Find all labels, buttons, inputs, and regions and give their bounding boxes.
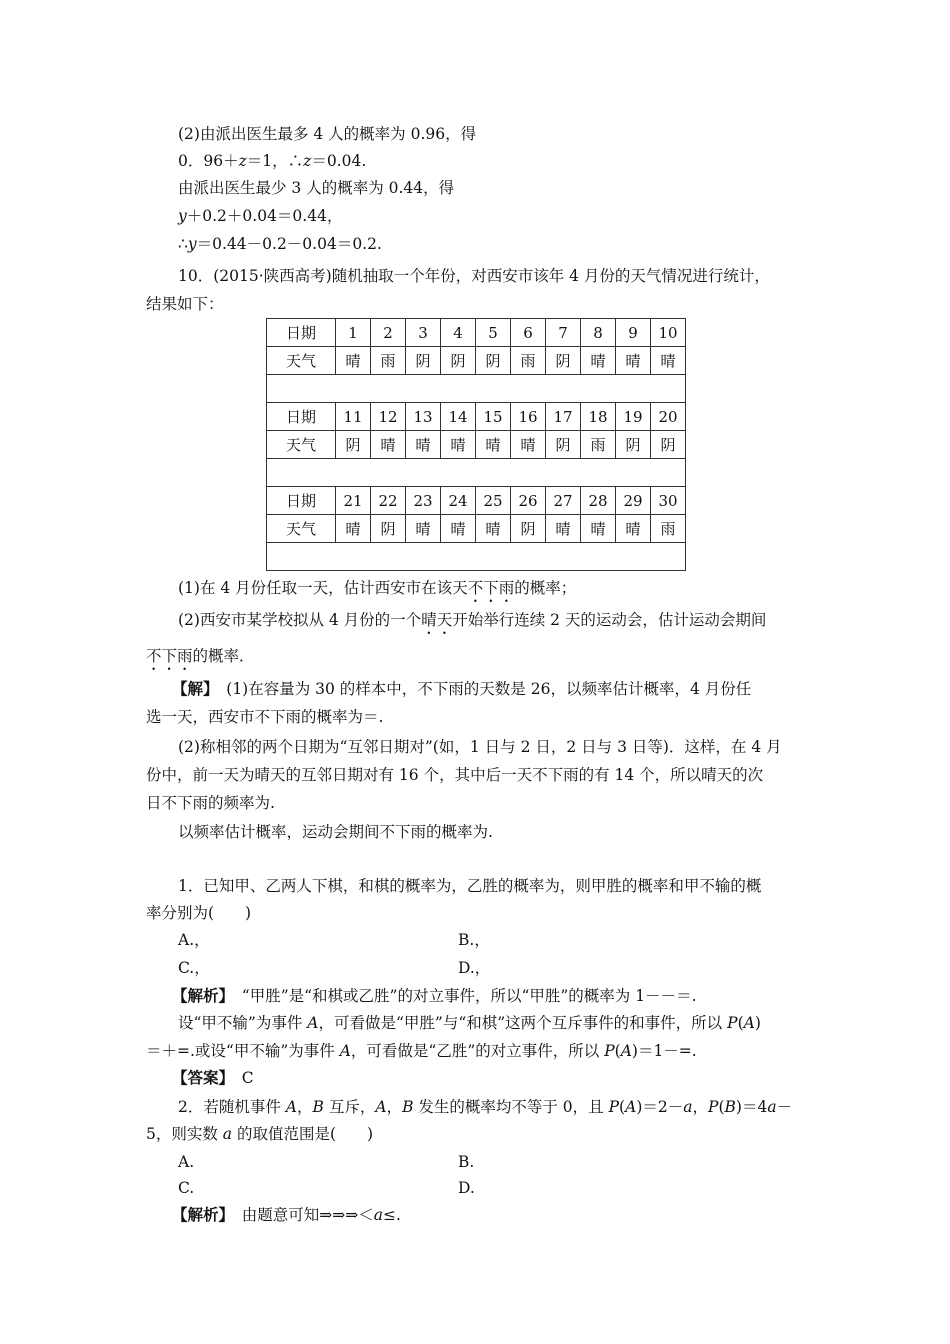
option-b: B. xyxy=(458,1153,475,1171)
option-a: A.， xyxy=(178,931,210,949)
date-row xyxy=(267,319,686,347)
text-line: (2)称相邻的两个日期为“互邻日期对”(如，1 日与 2 日，2 日与 3 日等)．这样，在 4 月 xyxy=(178,738,782,756)
exercise-1: 1．已知甲、乙两人下棋，和棋的概率为，乙胜的概率为，则甲胜的概率和甲不输的概 xyxy=(178,877,762,895)
weather-table xyxy=(266,318,686,571)
date-cell: 23 xyxy=(406,487,441,515)
blank-cell xyxy=(267,375,686,403)
weather-cell: 阴 xyxy=(546,431,581,459)
weather-cell: 晴 xyxy=(406,431,441,459)
option-b: B.， xyxy=(458,931,490,949)
weather-cell: 阴 xyxy=(651,431,686,459)
weather-cell: 晴 xyxy=(616,515,651,543)
weather-row xyxy=(267,515,686,543)
weather-cell: 雨 xyxy=(511,347,546,375)
text-line: y＋0.2＋0.04＝0.44， xyxy=(178,207,343,225)
text-line: ＝＋=.或设“甲不输”为事件 A，可看做是“乙胜”的对立事件，所以 P(A)＝1－=. xyxy=(146,1042,697,1060)
text-line: 以频率估计概率，运动会期间不下雨的概率为. xyxy=(178,823,493,841)
date-cell: 9 xyxy=(616,319,651,347)
weather-cell: 晴 xyxy=(511,431,546,459)
option-c: C. xyxy=(178,1179,195,1197)
weather-label: 天气 xyxy=(267,431,336,459)
date-cell: 19 xyxy=(616,403,651,431)
text-line: (2)由派出医生最多 4 人的概率为 0.96，得 xyxy=(178,125,477,143)
text-line: 选一天，西安市不下雨的概率为＝. xyxy=(146,708,384,726)
weather-cell: 晴 xyxy=(476,515,511,543)
date-cell: 8 xyxy=(581,319,616,347)
date-cell: 29 xyxy=(616,487,651,515)
weather-cell: 晴 xyxy=(371,431,406,459)
text-line: 率分别为( ) xyxy=(146,904,252,922)
solution-tag: 【解】 xyxy=(172,679,211,698)
weather-cell: 阴 xyxy=(616,431,651,459)
date-cell: 30 xyxy=(651,487,686,515)
text-line: 5，则实数 a 的取值范围是( ) xyxy=(146,1125,374,1143)
blank-cell xyxy=(267,543,686,571)
sub-question-1: (1)在 4 月份任取一天，估计西安市在该天不下雨的概率； xyxy=(178,579,577,597)
date-cell: 11 xyxy=(336,403,371,431)
weather-cell: 阴 xyxy=(511,515,546,543)
date-cell: 17 xyxy=(546,403,581,431)
weather-cell: 阴 xyxy=(441,347,476,375)
weather-row xyxy=(267,347,686,375)
weather-label: 天气 xyxy=(267,347,336,375)
weather-cell: 晴 xyxy=(616,347,651,375)
analysis-tag: 【解析】 xyxy=(172,986,227,1005)
text-line: 由派出医生最少 3 人的概率为 0.44，得 xyxy=(178,179,455,197)
weather-cell: 晴 xyxy=(336,347,371,375)
analysis-tag: 【解析】 xyxy=(172,1205,227,1224)
weather-cell: 晴 xyxy=(406,515,441,543)
date-cell: 27 xyxy=(546,487,581,515)
date-cell: 15 xyxy=(476,403,511,431)
date-label: 日期 xyxy=(267,319,336,347)
sub-question-2: (2)西安市某学校拟从 4 月份的一个晴天开始举行连续 2 天的运动会，估计运动会期间 xyxy=(178,611,767,629)
analysis-line: 【解析】 由题意可知⇒⇒⇒＜a≤. xyxy=(172,1205,401,1224)
date-cell: 28 xyxy=(581,487,616,515)
date-cell: 5 xyxy=(476,319,511,347)
date-cell: 26 xyxy=(511,487,546,515)
date-cell: 4 xyxy=(441,319,476,347)
exercise-2: 2．若随机事件 A，B 互斥，A，B 发生的概率均不等于 0，且 P(A)＝2－a，P(B)＝4a－ xyxy=(178,1098,793,1116)
date-cell: 21 xyxy=(336,487,371,515)
option-d: D.， xyxy=(458,959,491,977)
weather-label: 天气 xyxy=(267,515,336,543)
solution-line: 【解】 (1)在容量为 30 的样本中，不下雨的天数是 26，以频率估计概率，4 月份任 xyxy=(172,679,752,698)
weather-cell: 晴 xyxy=(476,431,511,459)
date-cell: 16 xyxy=(511,403,546,431)
analysis-line: 【解析】 “甲胜”是“和棋或乙胜”的对立事件，所以“甲胜”的概率为 1－－＝. xyxy=(172,986,697,1005)
text-line: 结果如下： xyxy=(146,295,224,313)
text-line: 日不下雨的频率为. xyxy=(146,794,275,812)
date-cell: 14 xyxy=(441,403,476,431)
date-cell: 20 xyxy=(651,403,686,431)
date-cell: 7 xyxy=(546,319,581,347)
weather-cell: 阴 xyxy=(406,347,441,375)
date-row xyxy=(267,403,686,431)
weather-cell: 晴 xyxy=(581,347,616,375)
weather-cell: 阴 xyxy=(476,347,511,375)
weather-cell: 晴 xyxy=(441,515,476,543)
weather-cell: 阴 xyxy=(371,515,406,543)
weather-cell: 晴 xyxy=(651,347,686,375)
date-cell: 25 xyxy=(476,487,511,515)
question-10: 10．(2015·陕西高考)随机抽取一个年份，对西安市该年 4 月份的天气情况进行统计， xyxy=(178,267,770,285)
date-cell: 1 xyxy=(336,319,371,347)
option-c: C.， xyxy=(178,959,210,977)
weather-cell: 晴 xyxy=(336,515,371,543)
date-cell: 13 xyxy=(406,403,441,431)
blank-cell xyxy=(267,459,686,487)
date-row xyxy=(267,487,686,515)
text-line: 设“甲不输”为事件 A，可看做是“甲胜”与“和棋”这两个互斥事件的和事件，所以 P(A) xyxy=(178,1014,761,1032)
text-line: ∴y＝0.44－0.2－0.04＝0.2. xyxy=(178,235,382,253)
date-cell: 18 xyxy=(581,403,616,431)
date-cell: 2 xyxy=(371,319,406,347)
blank-row xyxy=(267,375,686,403)
date-label: 日期 xyxy=(267,403,336,431)
weather-cell: 阴 xyxy=(336,431,371,459)
weather-cell: 晴 xyxy=(581,515,616,543)
weather-cell: 雨 xyxy=(651,515,686,543)
text-line: 份中，前一天为晴天的互邻日期对有 16 个，其中后一天不下雨的有 14 个，所以晴天的次 xyxy=(146,766,764,784)
date-cell: 6 xyxy=(511,319,546,347)
weather-cell: 晴 xyxy=(546,515,581,543)
option-a: A. xyxy=(178,1153,195,1171)
weather-row xyxy=(267,431,686,459)
weather-cell: 晴 xyxy=(441,431,476,459)
answer-tag: 【答案】 xyxy=(172,1068,227,1087)
date-cell: 24 xyxy=(441,487,476,515)
date-label: 日期 xyxy=(267,487,336,515)
option-d: D. xyxy=(458,1179,475,1197)
answer-line: 【答案】 C xyxy=(172,1068,254,1087)
date-cell: 22 xyxy=(371,487,406,515)
date-cell: 12 xyxy=(371,403,406,431)
date-cell: 10 xyxy=(651,319,686,347)
blank-row xyxy=(267,543,686,571)
weather-cell: 阴 xyxy=(546,347,581,375)
date-cell: 3 xyxy=(406,319,441,347)
text-line: 0．96＋z＝1，∴z＝0.04. xyxy=(178,152,367,170)
text-line: 不下雨的概率． xyxy=(146,647,255,665)
weather-cell: 雨 xyxy=(581,431,616,459)
blank-row xyxy=(267,459,686,487)
weather-cell: 雨 xyxy=(371,347,406,375)
